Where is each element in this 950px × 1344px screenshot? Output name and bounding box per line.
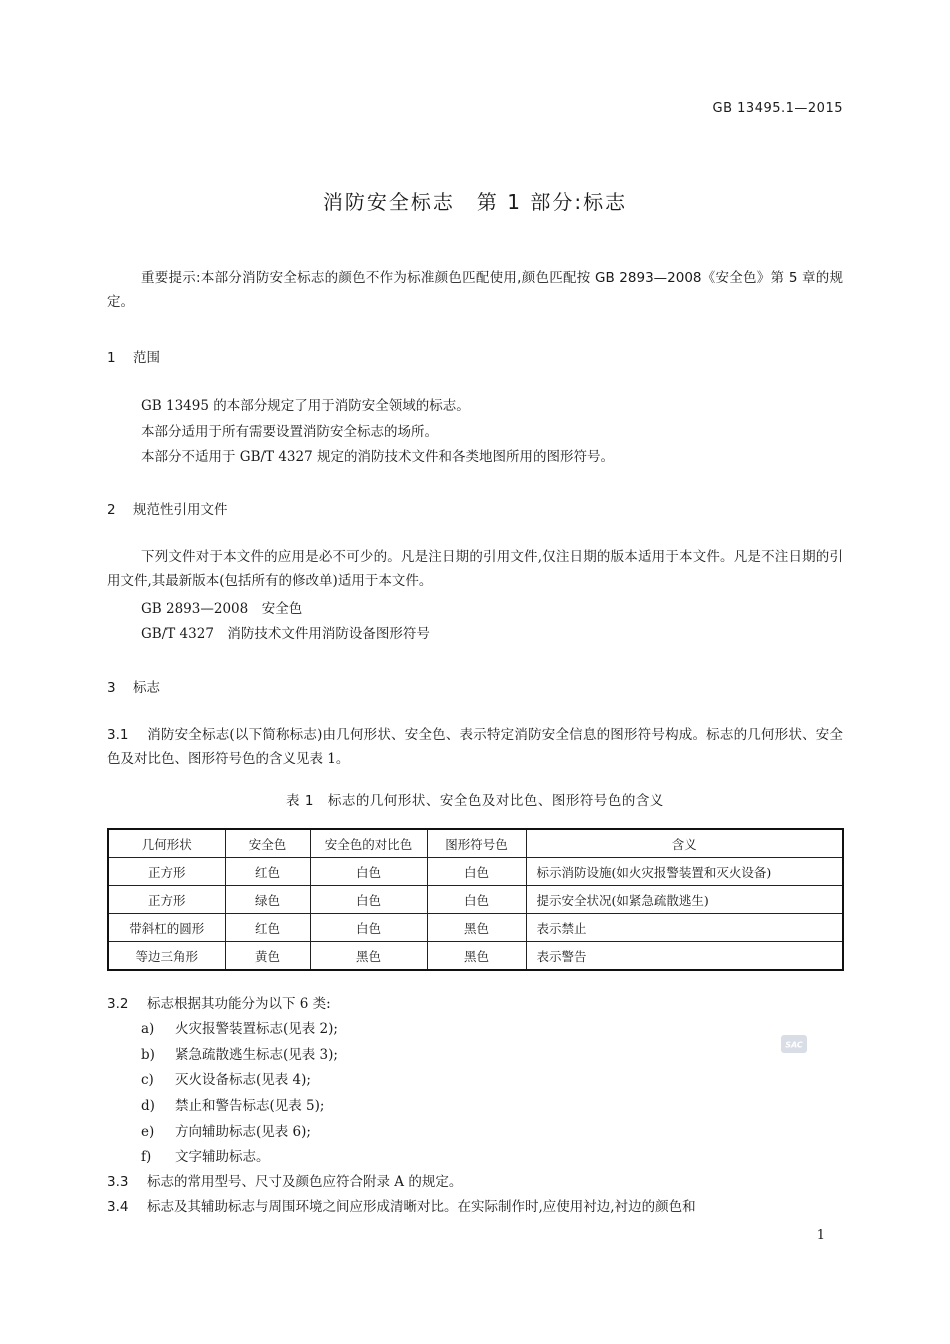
table-cell: 白色 (427, 858, 526, 886)
table-cell: 带斜杠的圆形 (108, 914, 225, 942)
list-text: 文字辅助标志。 (175, 1149, 270, 1165)
reference-item: GB/T 4327 消防技术文件用消防设备图形符号 (141, 626, 430, 642)
table-header-cell: 图形符号色 (427, 829, 526, 858)
table-header-cell: 安全色 (225, 829, 310, 858)
list-item (141, 1094, 324, 1118)
list-label: f) (141, 1149, 152, 1165)
clause-3-2 (107, 992, 331, 1016)
section-1-heading (107, 346, 160, 366)
list-label: b) (141, 1047, 155, 1063)
clause-text: 标志及其辅助标志与周围环境之间应形成清晰对比。在实际制作时,应使用衬边,衬边的颜色和 (147, 1199, 696, 1215)
list-text: 禁止和警告标志(见表 5); (175, 1098, 325, 1114)
list-item (141, 1068, 311, 1092)
table-cell: 标示消防设施(如火灾报警装置和灭火设备) (526, 858, 843, 886)
section-title: 标志 (133, 680, 160, 696)
reference-item: GB 2893—2008 安全色 (141, 601, 303, 617)
page-title: 消防安全标志 第 1 部分:标志 (322, 190, 628, 214)
clause-number: 3.2 (107, 996, 129, 1012)
list-label: d) (141, 1098, 155, 1114)
table-cell: 红色 (225, 914, 310, 942)
table-cell: 黑色 (310, 942, 427, 971)
normative-references-intro: 下列文件对于本文件的应用是必不可少的。凡是注日期的引用文件,仅注日期的版本适用于本文件。凡是不注日期的引用文件,其最新版本(包括所有的修改单)适用于本文件。 (107, 549, 843, 589)
clause-number: 3.4 (107, 1199, 129, 1215)
list-label: c) (141, 1072, 154, 1088)
scope-paragraph: GB 13495 的本部分规定了用于消防安全领域的标志。 (141, 398, 470, 414)
table-cell: 白色 (427, 886, 526, 914)
table-cell: 黄色 (225, 942, 310, 971)
list-item (141, 1017, 338, 1041)
clause-3-4 (107, 1195, 696, 1219)
table-row (108, 858, 843, 886)
list-item (141, 1043, 338, 1067)
list-text: 灭火设备标志(见表 4); (175, 1072, 311, 1088)
list-label: e) (141, 1124, 155, 1140)
table-row (108, 914, 843, 942)
section-2-heading (107, 498, 228, 518)
list-item (141, 1145, 270, 1169)
table-row (108, 942, 843, 971)
table-cell: 白色 (310, 858, 427, 886)
table-header-row (108, 829, 843, 858)
table-cell: 黑色 (427, 914, 526, 942)
table-1 (107, 828, 844, 971)
page-number: 1 (816, 1228, 825, 1243)
table-cell: 白色 (310, 886, 427, 914)
list-text: 火灾报警装置标志(见表 2); (175, 1021, 338, 1037)
table-cell: 提示安全状况(如紧急疏散逃生) (526, 886, 843, 914)
scope-paragraph: 本部分不适用于 GB/T 4327 规定的消防技术文件和各类地图所用的图形符号。 (141, 449, 614, 465)
list-text: 方向辅助标志(见表 6); (175, 1124, 311, 1140)
table-cell: 白色 (310, 914, 427, 942)
section-title: 规范性引用文件 (133, 502, 228, 518)
clause-text: 标志根据其功能分为以下 6 类: (147, 996, 331, 1012)
table-header-cell: 含义 (526, 829, 843, 858)
clause-3-3 (107, 1170, 462, 1194)
table-1-caption: 表 1 标志的几何形状、安全色及对比色、图形符号色的含义 (286, 793, 664, 809)
important-notice: 重要提示:本部分消防安全标志的颜色不作为标准颜色匹配使用,颜色匹配按 GB 2893—2008《安全色》第 5 章的规定。 (107, 270, 843, 310)
table-cell: 黑色 (427, 942, 526, 971)
clause-number: 3.1 (107, 727, 129, 743)
table-header-cell: 几何形状 (108, 829, 225, 858)
clause-number: 3.3 (107, 1174, 129, 1190)
table-cell: 正方形 (108, 858, 225, 886)
table-row (108, 886, 843, 914)
list-label: a) (141, 1021, 155, 1037)
clause-text: 消防安全标志(以下简称标志)由几何形状、安全色、表示特定消防安全信息的图形符号构成。标志的几何形状、安全色及对比色、图形符号色的含义见表 1。 (107, 727, 843, 767)
table-cell: 等边三角形 (108, 942, 225, 971)
table-cell: 红色 (225, 858, 310, 886)
section-number: 3 (107, 680, 116, 696)
table-cell: 绿色 (225, 886, 310, 914)
clause-3-1 (107, 723, 843, 771)
section-number: 1 (107, 350, 116, 366)
clause-text: 标志的常用型号、尺寸及颜色应符合附录 A 的规定。 (147, 1174, 463, 1190)
sac-watermark-logo (780, 1034, 808, 1054)
section-3-heading (107, 676, 160, 696)
table-header-cell: 安全色的对比色 (310, 829, 427, 858)
list-item (141, 1120, 311, 1144)
section-number: 2 (107, 502, 116, 518)
table-cell: 正方形 (108, 886, 225, 914)
table-cell: 表示警告 (526, 942, 843, 971)
scope-paragraph: 本部分适用于所有需要设置消防安全标志的场所。 (141, 424, 438, 440)
list-text: 紧急疏散逃生标志(见表 3); (175, 1047, 338, 1063)
table-cell: 表示禁止 (526, 914, 843, 942)
standard-number: GB 13495.1—2015 (712, 101, 843, 116)
section-title: 范围 (133, 350, 160, 366)
svg-text:SAC: SAC (785, 1040, 803, 1050)
